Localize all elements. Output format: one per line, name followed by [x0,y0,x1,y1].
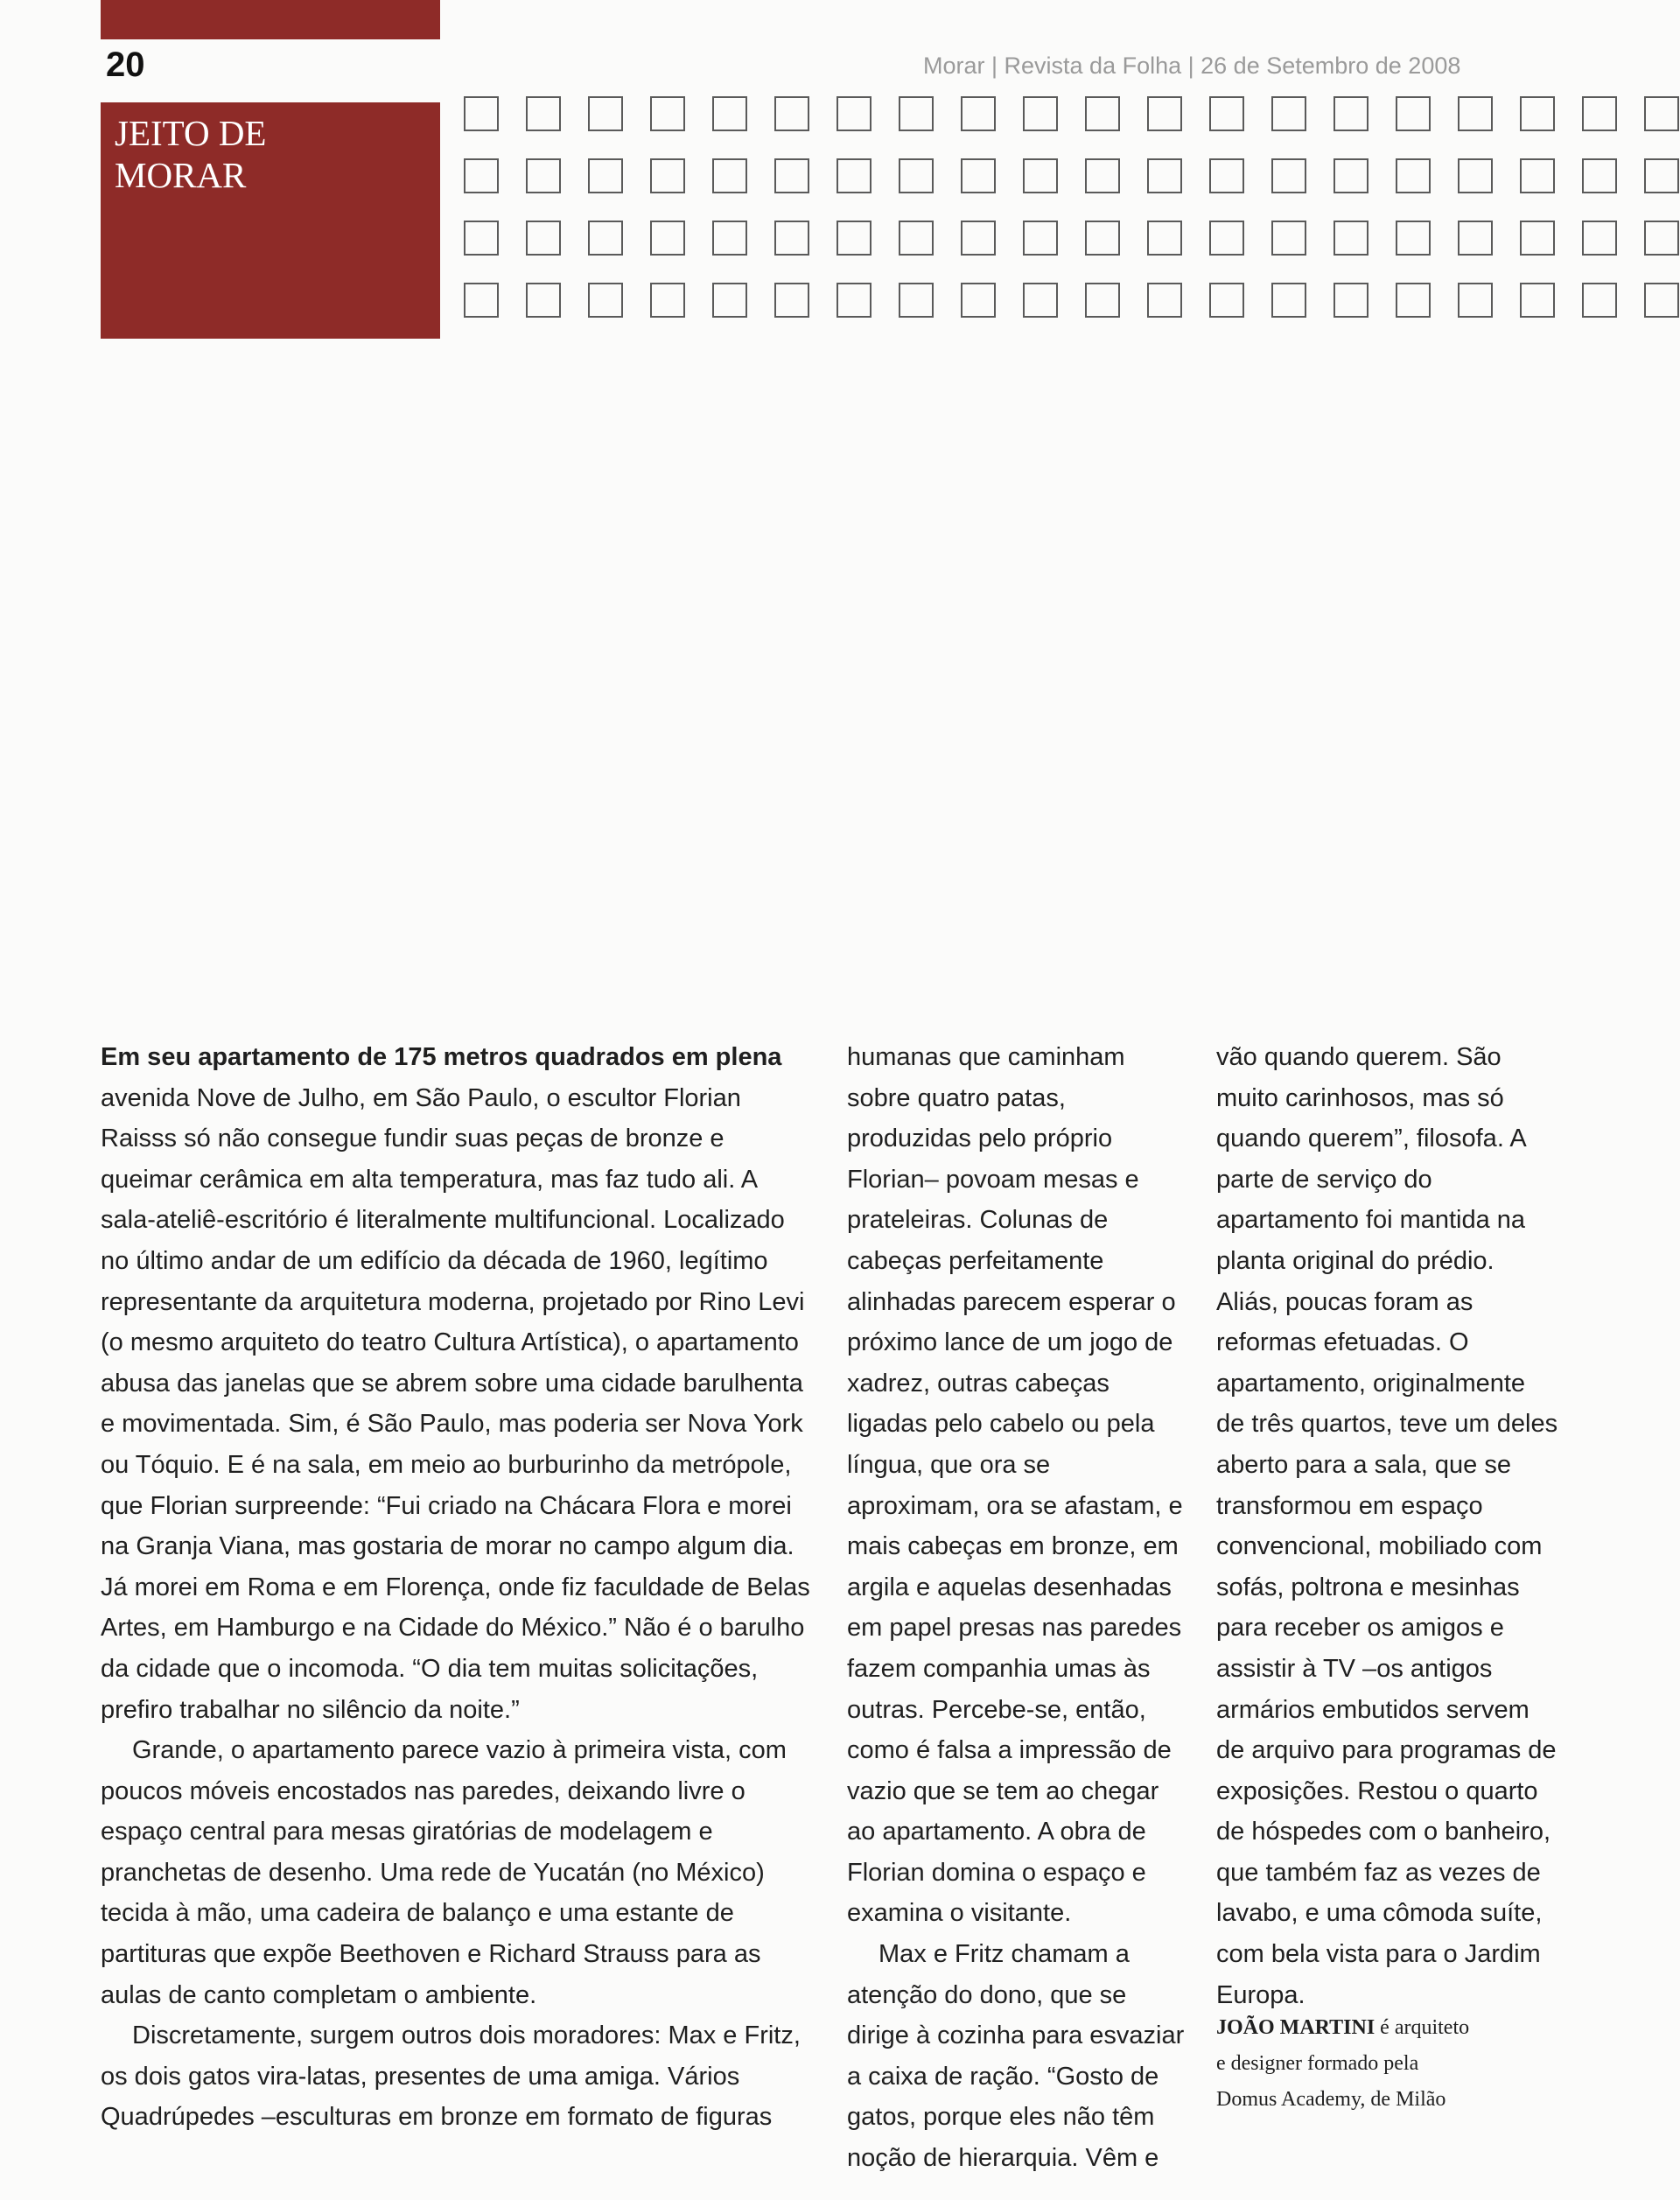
decorative-square [712,96,747,131]
decorative-square [464,96,499,131]
article-paragraph: vão quando querem. São muito carinhosos, mas só quando querem”, filosofa. A parte de serviço do apartamento foi mantida na planta original do prédio. Aliás, poucas foram as reformas efetuadas. O apartamento, originalmente de três quartos, teve um deles aberto para a sala, que se transformou em espaço convencional, mobiliado com sofás, poltrona e mesinhas para receber os amigos e assistir à TV –os antigos armários embutidos servem de arquivo para programas de exposições. Restou o quarto de hóspedes com o banheiro, que também faz as vezes de lavabo, e uma cômoda suíte, com bela vista para o Jardim Europa. [1216,1043,1558,2009]
decorative-square [899,158,934,193]
decorative-square [588,158,623,193]
article-paragraph [101,1037,811,1730]
decorative-square [1085,221,1120,256]
decorative-square [526,221,561,256]
decorative-square [1396,221,1431,256]
decorative-square [836,221,872,256]
decorative-square [1582,283,1617,318]
article-paragraph: Discretamente, surgem outros dois moradores: Max e Fritz, os dois gatos vira-latas, presentes de uma amiga. Vários Quadrúpedes –esculturas em bronze em formato de figuras [101,2021,801,2132]
decorative-square [588,96,623,131]
decorative-square [1520,96,1555,131]
section-title-line-2: MORAR [115,155,247,195]
article-column-1 [101,1037,811,2138]
publication-line: Morar | Revista da Folha | 26 de Setembro de 2008 [923,53,1461,79]
decorative-square [1520,221,1555,256]
article-paragraph: humanas que caminham sobre quatro patas, produzidas pelo próprio Florian– povoam mesas e prateleiras. Colunas de cabeças perfeitamente alinhadas parecem esperar o próximo lance de um jogo de xadrez, outras cabeças ligadas pelo cabelo ou pela língua, que ora se aproximam, ora se afastam, e mais cabeças em bronze, em argila e aquelas desenhadas em papel presas nas paredes fazem companhia umas às outras. Percebe-se, então, como é falsa a impressão de vazio que se tem ao chegar ao apartamento. A obra de Florian domina o espaço e examina o visitante. [847,1043,1183,1928]
decorative-square [1520,158,1555,193]
decorative-square [1582,221,1617,256]
decorative-square [1458,283,1493,318]
decorative-square [961,221,996,256]
section-title-line-1: JEITO DE [115,113,267,153]
decorative-square [1271,221,1306,256]
decorative-square [588,283,623,318]
page-number: 20 [106,46,145,84]
decorative-square [650,158,685,193]
decorative-square [1147,283,1182,318]
decorative-square [526,96,561,131]
decorative-square [1209,158,1244,193]
decorative-square [1023,158,1058,193]
byline-line-1 [1216,2010,1514,2046]
decorative-square [1582,96,1617,131]
article-paragraph: Max e Fritz chamam a atenção do dono, que se dirige à cozinha para esvaziar a caixa de ração. “Gosto de gatos, porque eles não têm noção de hierarquia. Vêm e [847,1940,1185,2173]
decorative-square [526,283,561,318]
decorative-square [1458,221,1493,256]
decorative-square [650,96,685,131]
byline-line-2: e designer formado pela [1216,2052,1419,2075]
decorative-square [1644,158,1679,193]
decorative-square [774,158,809,193]
decorative-square [774,96,809,131]
decorative-square [1334,221,1368,256]
decorative-square [1085,283,1120,318]
decorative-square [774,283,809,318]
author-byline [1216,2010,1514,2118]
decorative-square [1147,158,1182,193]
section-label-box [101,102,440,339]
decorative-square [712,158,747,193]
decorative-square [1085,96,1120,131]
article-column-3 [1216,1037,1559,2015]
top-color-tab [101,0,440,39]
decorative-square [1644,96,1679,131]
decorative-square [774,221,809,256]
decorative-square [1334,158,1368,193]
decorative-square [1334,283,1368,318]
byline-text: é arquiteto [1375,2016,1470,2039]
decorative-square [1334,96,1368,131]
decorative-square [464,221,499,256]
decorative-square [1520,283,1555,318]
decorative-square [1644,283,1679,318]
decorative-square [1271,96,1306,131]
decorative-square [1147,221,1182,256]
author-name: JOÃO MARTINI [1216,2016,1376,2039]
decorative-square [1209,221,1244,256]
decorative-square [650,283,685,318]
decorative-square [1023,283,1058,318]
decorative-square [899,221,934,256]
decorative-square [1023,96,1058,131]
decorative-square [650,221,685,256]
article-text: avenida Nove de Julho, em São Paulo, o escultor Florian Raisss só não consegue fundir suas peças de bronze e queimar cerâmica em alta temperatura, mas faz tudo ali. A sala-ateliê-escritório é literalmente multifuncional. Localizado no último andar de um edifício da década de 1960, legítimo representante da arquitetura moderna, projetado por Rino Levi (o mesmo arquiteto do teatro Cultura Artística), o apartamento abusa das janelas que se abrem sobre uma cidade barulhenta e movimentada. Sim, é São Paulo, mas poderia ser Nova York ou Tóquio. E é na sala, em meio ao burburinho da metrópole, que Florian surpreende: “Fui criado na Chácara Flora e morei na Granja Viana, mas gostaria de morar no campo algum dia. Já morei em Roma e em Florença, onde fiz faculdade de Belas Artes, em Hamburgo e na Cidade do México.” Não é o barulho da cidade que o incomoda. “O dia tem muitas solicitações, prefiro trabalhar no silêncio da noite.” [101,1083,810,1724]
decorative-square [1147,96,1182,131]
decorative-square [1396,158,1431,193]
article-paragraph: Grande, o apartamento parece vazio à primeira vista, com poucos móveis encostados nas paredes, deixando livre o espaço central para mesas giratórias de modelagem e pranchetas de desenho. Uma rede de Yucatán (no México) tecida à mão, uma cadeira de balanço e uma estante de partituras que expõe Beethoven e Richard Strauss para as aulas de canto completam o ambiente. [101,1736,787,2009]
decorative-square [899,96,934,131]
decorative-square-grid [464,96,1680,341]
decorative-square [836,283,872,318]
decorative-square [836,96,872,131]
decorative-square [961,283,996,318]
decorative-square [1271,158,1306,193]
decorative-square [1396,96,1431,131]
byline-line-3: Domus Academy, de Milão [1216,2088,1446,2111]
decorative-square [464,283,499,318]
decorative-square [1209,96,1244,131]
decorative-square [1271,283,1306,318]
decorative-square [1209,283,1244,318]
decorative-square [1582,158,1617,193]
decorative-square [1644,221,1679,256]
decorative-square [464,158,499,193]
decorative-square [961,96,996,131]
decorative-square [1085,158,1120,193]
decorative-square [526,158,561,193]
decorative-square [961,158,996,193]
decorative-square [1023,221,1058,256]
article-lead: Em seu apartamento de 175 metros quadrados em plena [101,1043,782,1071]
section-title [115,112,266,196]
decorative-square [712,283,747,318]
decorative-square [712,221,747,256]
decorative-square [899,283,934,318]
decorative-square [1458,96,1493,131]
decorative-square [1458,158,1493,193]
decorative-square [836,158,872,193]
decorative-square [588,221,623,256]
article-column-2 [847,1037,1186,2179]
decorative-square [1396,283,1431,318]
